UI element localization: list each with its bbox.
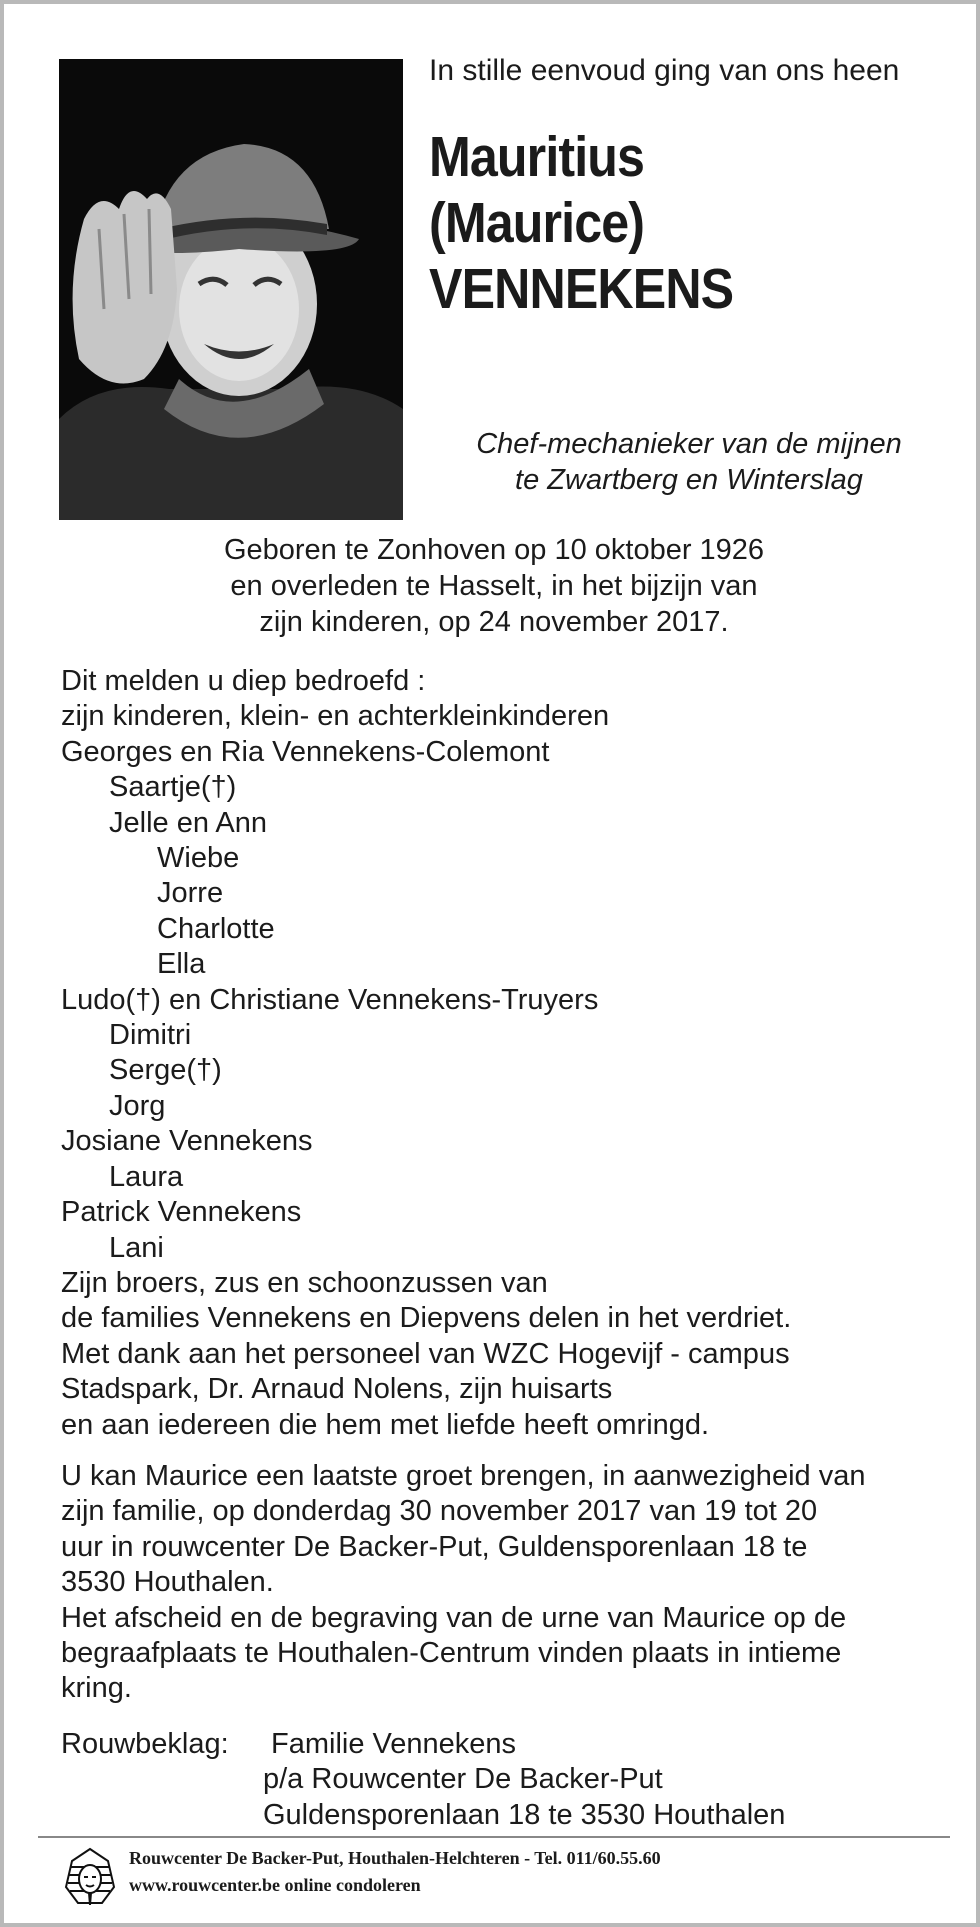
name-line: Mauritius — [429, 125, 645, 189]
footer-line-2: www.rouwcenter.be online condoleren — [129, 1875, 421, 1895]
footer-contact — [129, 1845, 661, 1899]
family-line: Georges en Ria Vennekens-Colemont — [61, 735, 550, 768]
family-line: Jelle en Ann — [109, 806, 268, 839]
birth-line: Geboren te Zonhoven op 10 oktober 1926 — [223, 534, 765, 566]
family-line: Jorre — [157, 877, 224, 910]
family-line: Josiane Vennekens — [61, 1125, 313, 1158]
family-line: Zijn broers, zus en schoonzussen van — [61, 1266, 548, 1299]
name-line: (Maurice) — [429, 191, 645, 255]
family-line: Dimitri — [109, 1019, 192, 1052]
family-line: Serge(†) — [109, 1054, 222, 1087]
condolence-line: Guldensporenlaan 18 te 3530 Houthalen — [263, 1798, 786, 1831]
intro-text: In stille eenvoud ging van ons heen — [429, 54, 900, 87]
family-line: Charlotte — [157, 912, 275, 945]
visit-line: begraafplaats te Houthalen-Centrum vinden plaats in intieme — [61, 1637, 842, 1670]
visitation-details — [61, 1459, 865, 1707]
family-line: zijn kinderen, klein- en achterkleinkinderen — [61, 700, 610, 733]
profession — [429, 426, 949, 498]
footer-line-1: Rouwcenter De Backer-Put, Houthalen-Helchteren - Tel. 011/60.55.60 — [129, 1848, 661, 1868]
visit-line: kring. — [61, 1672, 132, 1705]
family-line: Laura — [109, 1160, 184, 1193]
family-line: Lani — [109, 1231, 164, 1264]
portrait-photo — [59, 59, 403, 520]
name-line: VENNEKENS — [429, 257, 734, 321]
profession-line: Chef-mechanieker van de mijnen — [476, 428, 902, 460]
portrait-illustration — [59, 59, 403, 520]
visit-line: uur in rouwcenter De Backer-Put, Guldensporenlaan 18 te — [61, 1530, 808, 1563]
family-line: Stadspark, Dr. Arnaud Nolens, zijn huisarts — [61, 1373, 613, 1406]
profession-line: te Zwartberg en Winterslag — [515, 464, 863, 496]
footer-divider — [38, 1836, 950, 1838]
condolence-label: Rouwbeklag: — [61, 1728, 229, 1760]
family-line: en aan iedereen die hem met liefde heeft omringd. — [61, 1408, 710, 1441]
family-line: Ella — [157, 948, 206, 981]
family-line: Dit melden u diep bedroefd : — [61, 665, 426, 697]
family-line: Jorg — [109, 1089, 166, 1122]
visit-line: 3530 Houthalen. — [61, 1566, 274, 1599]
visit-line: U kan Maurice een laatste groet brengen, in aanwezigheid van — [61, 1460, 866, 1492]
family-line: Ludo(†) en Christiane Vennekens-Truyers — [61, 983, 599, 1016]
family-list — [61, 664, 791, 1443]
birth-line: en overleden te Hasselt, in het bijzijn van — [230, 570, 758, 602]
pharaoh-head-icon — [62, 1847, 118, 1907]
family-line: Saartje(†) — [109, 771, 237, 804]
condolence-line: p/a Rouwcenter De Backer-Put — [263, 1763, 663, 1796]
birth-death-details — [59, 532, 929, 640]
family-line: Wiebe — [157, 842, 240, 875]
family-line: de families Vennekens en Diepvens delen in het verdriet. — [61, 1302, 792, 1335]
family-line: Met dank aan het personeel van WZC Hogevijf - campus — [61, 1337, 790, 1370]
deceased-name — [429, 124, 733, 322]
condolence-line: Familie Vennekens — [271, 1728, 517, 1760]
visit-line: zijn familie, op donderdag 30 november 2017 van 19 tot 20 — [61, 1495, 818, 1528]
birth-line: zijn kinderen, op 24 november 2017. — [259, 606, 729, 638]
family-line: Patrick Vennekens — [61, 1196, 302, 1229]
visit-line: Het afscheid en de begraving van de urne van Maurice op de — [61, 1601, 847, 1634]
